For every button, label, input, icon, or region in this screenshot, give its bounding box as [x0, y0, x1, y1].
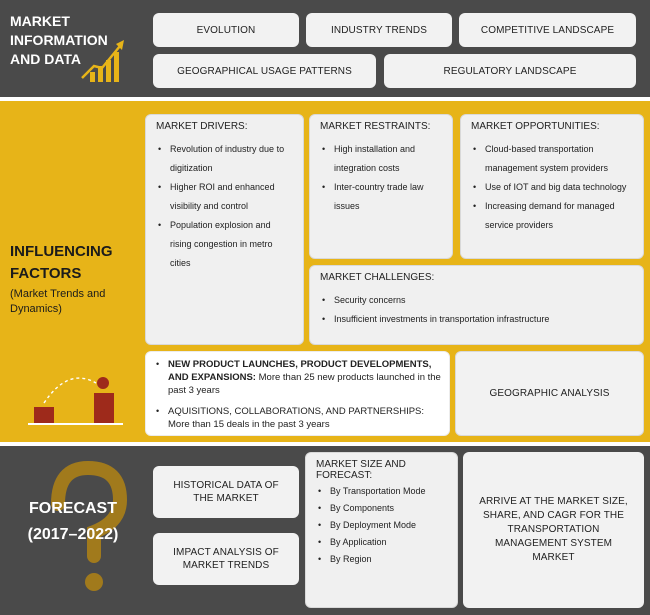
acquisitions-label: AQUISITIONS, COLLABORATIONS, AND PARTNERSHIPS:: [168, 406, 425, 417]
historical-data-box: HISTORICAL DATA OF THE MARKET: [153, 466, 299, 518]
list-item: • By Application: [316, 534, 447, 551]
product-launches-label: NEW PRODUCT LAUNCHES, PRODUCT DEVELOPMENTS, AND EXPANSIONS:: [168, 359, 432, 383]
list-item: • By Transportation Mode: [316, 483, 447, 500]
impact-analysis-box: IMPACT ANALYSIS OF MARKET TRENDS: [153, 533, 299, 585]
influencing-factors-title: [10, 241, 113, 285]
title-line: FORECAST: [29, 500, 117, 517]
title-line: AND DATA: [10, 51, 82, 67]
list-item: • Insufficient investments in transportation infrastructure: [320, 310, 633, 329]
market-opportunities-header: MARKET OPPORTUNITIES:: [471, 121, 600, 132]
title-line: INFORMATION: [10, 32, 108, 48]
regulatory-landscape-pill: REGULATORY LANDSCAPE: [384, 54, 636, 88]
list-item: • Higher ROI and enhanced visibility and control: [156, 178, 293, 216]
acquisitions-item: [154, 405, 441, 431]
forecast-title: [18, 496, 128, 548]
market-information-band: [0, 0, 650, 97]
evolution-pill: EVOLUTION: [153, 13, 299, 47]
products-deals-box: [145, 351, 450, 436]
market-drivers-box: [145, 114, 304, 345]
list-item: • Security concerns: [320, 291, 633, 310]
title-line: INFLUENCING: [10, 243, 113, 260]
market-size-header: MARKET SIZE AND FORECAST:: [316, 459, 406, 481]
market-restraints-box: [309, 114, 453, 259]
list-item: • Use of IOT and big data technology: [471, 178, 633, 197]
acquisitions-text: More than 15 deals in the past 3 years: [168, 419, 330, 430]
list-item: • Revolution of industry due to digitization: [156, 140, 293, 178]
product-launches-item: [154, 358, 441, 397]
influencing-factors-band: [0, 101, 650, 442]
market-size-result-box: ARRIVE AT THE MARKET SIZE, SHARE, AND CAGR FOR THE TRANSPORTATION MANAGEMENT SYSTEM MARKET: [463, 452, 644, 608]
title-line: FACTORS: [10, 265, 82, 282]
title-line: MARKET: [10, 13, 70, 29]
geographic-analysis-box: GEOGRAPHIC ANALYSIS: [455, 351, 644, 436]
market-restraints-header: MARKET RESTRAINTS:: [320, 121, 431, 132]
market-challenges-box: [309, 265, 644, 345]
list-item: • By Deployment Mode: [316, 517, 447, 534]
product-launches-text: More than 25 new products launched in the past 3 years: [168, 372, 441, 396]
list-item: • Population explosion and rising congestion in metro cities: [156, 216, 293, 273]
list-item: • By Region: [316, 551, 447, 568]
title-line: (2017–2022): [27, 526, 119, 543]
market-drivers-header: MARKET DRIVERS:: [156, 121, 248, 132]
competitive-landscape-pill: COMPETITIVE LANDSCAPE: [459, 13, 636, 47]
growth-bars-icon: [28, 371, 128, 433]
list-item: • Increasing demand for managed service providers: [471, 197, 633, 235]
list-item: • Cloud-based transportation management system providers: [471, 140, 633, 178]
market-opportunities-box: [460, 114, 644, 259]
list-item: • Inter-country trade law issues: [320, 178, 442, 216]
market-size-forecast-box: [305, 452, 458, 608]
influencing-factors-subtitle: (Market Trends and Dynamics): [10, 288, 106, 315]
market-challenges-header: MARKET CHALLENGES:: [320, 272, 435, 283]
list-item: • High installation and integration costs: [320, 140, 442, 178]
growth-chart-icon: [80, 38, 130, 86]
list-item: • By Components: [316, 500, 447, 517]
industry-trends-pill: INDUSTRY TRENDS: [306, 13, 452, 47]
geographical-usage-patterns-pill: GEOGRAPHICAL USAGE PATTERNS: [153, 54, 376, 88]
